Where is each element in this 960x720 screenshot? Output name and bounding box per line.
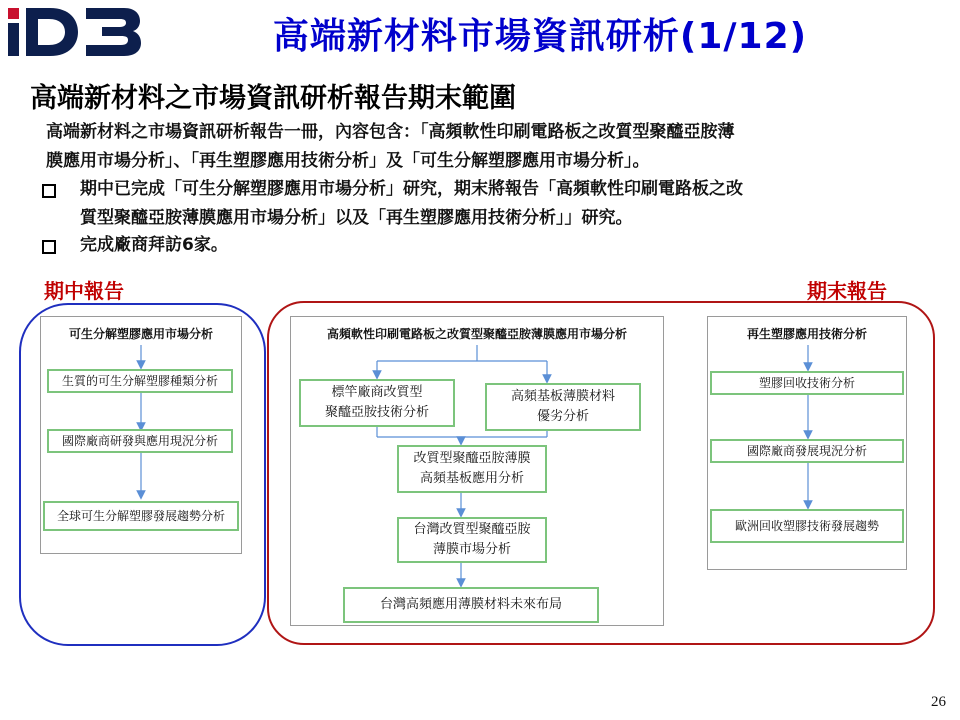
bullet2-text: 完成廠商拜訪6家。 bbox=[80, 235, 228, 255]
panel-polyimide bbox=[290, 316, 664, 626]
flow-box: 塑膠回收技術分析 bbox=[710, 371, 904, 395]
flow-box: 國際廠商發展現況分析 bbox=[710, 439, 904, 463]
panel-title: 再生塑膠應用技術分析 bbox=[746, 327, 867, 341]
section-subtitle: 高端新材料之市場資訊研析報告期末範圍 bbox=[30, 83, 516, 114]
flow-box: 台灣高頻應用薄膜材料未來布局 bbox=[343, 587, 599, 623]
flow-box: 歐洲回收塑膠技術發展趨勢 bbox=[710, 509, 904, 543]
page-number: 26 bbox=[931, 694, 946, 710]
midterm-label: 期中報告 bbox=[44, 279, 124, 303]
flow-box: 國際廠商研發與應用現況分析 bbox=[47, 429, 233, 453]
panel-biodegradable bbox=[40, 316, 242, 554]
flow-box: 高頻基板薄膜材料 優劣分析 bbox=[485, 383, 641, 431]
panel-recycled-plastic bbox=[707, 316, 907, 570]
intro-line-1: 高端新材料之市場資訊研析報告一冊，內容包含：「高頻軟性印刷電路板之改質型聚醯亞胺薄 bbox=[46, 122, 735, 142]
bullet1-line-2: 質型聚醯亞胺薄膜應用市場分析」以及「再生塑膠應用技術分析」」研究。 bbox=[80, 208, 633, 228]
flow-box: 標竿廠商改質型 聚醯亞胺技術分析 bbox=[299, 379, 455, 427]
flow-box: 台灣改質型聚醯亞胺 薄膜市場分析 bbox=[397, 517, 547, 563]
panel-title: 可生分解塑膠應用市場分析 bbox=[68, 327, 213, 341]
flow-box: 生質的可生分解塑膠種類分析 bbox=[47, 369, 233, 393]
bullet1-line-1: 期中已完成「可生分解塑膠應用市場分析」研究，期末將報告「高頻軟性印刷電路板之改 bbox=[80, 179, 743, 199]
flow-box: 改質型聚醯亞胺薄膜 高頻基板應用分析 bbox=[397, 445, 547, 493]
panel-title: 高頻軟性印刷電路板之改質型聚醯亞胺薄膜應用市場分析 bbox=[326, 327, 627, 341]
flow-box: 全球可生分解塑膠發展趨勢分析 bbox=[43, 501, 239, 531]
intro-line-2: 膜應用市場分析」、「再生塑膠應用技術分析」及「可生分解塑膠應用市場分析」。 bbox=[46, 151, 650, 171]
page-title: 高端新材料市場資訊研析(1/12) bbox=[272, 16, 808, 57]
final-label: 期末報告 bbox=[807, 279, 887, 303]
